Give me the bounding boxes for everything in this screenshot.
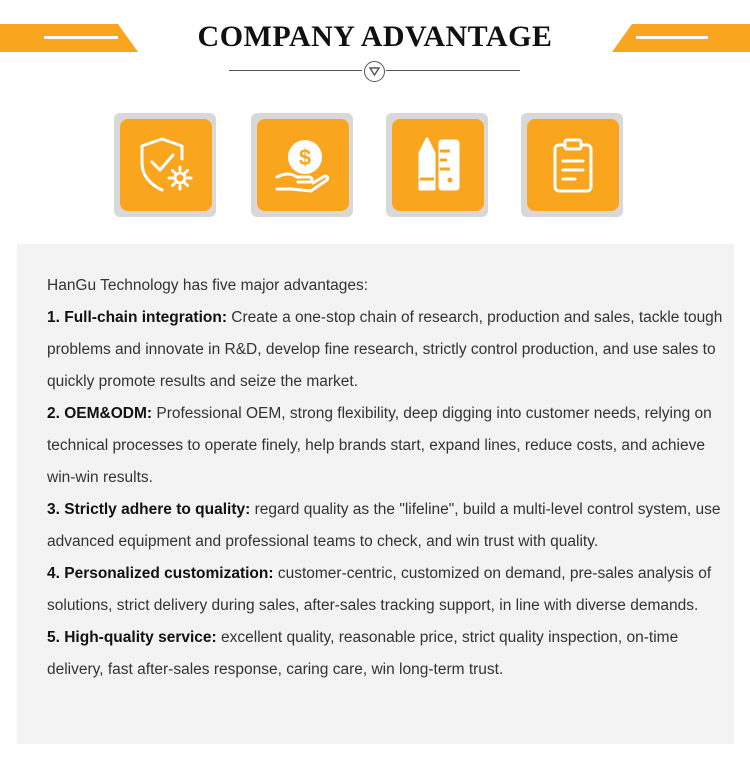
page-title: COMPANY ADVANTAGE — [197, 20, 553, 53]
advantage-text: customer-centric, customized on demand, pre-sales analysis of solutions, strict delivery during sales, after-sales tracking support, in line with diverse demands. — [47, 565, 712, 614]
advantage-item — [47, 398, 727, 494]
advantage-text: regard quality as the "lifeline", build a multi-level control system, use advanced equipment and professional teams to check, and win trust with quality. — [47, 501, 721, 550]
advantages-panel — [17, 244, 734, 744]
advantage-heading: 4. Personalized customization: — [47, 565, 274, 582]
clipboard-icon — [541, 133, 605, 197]
advantage-heading: 1. Full-chain integration: — [47, 309, 227, 326]
advantage-tile-tools — [386, 113, 488, 217]
advantage-tile-clipboard — [521, 113, 623, 217]
dollar-hand-icon — [271, 133, 335, 197]
divider-left — [229, 70, 362, 71]
advantage-text: Create a one-stop chain of research, production and sales, tackle tough problems and innovate in R&D, develop fine research, strictly control production, and use sales to quickly promote results and seize the market. — [47, 309, 723, 390]
advantage-text: excellent quality, reasonable price, strict quality inspection, on-time delivery, fast after-sales response, caring care, win long-term trust. — [47, 629, 679, 678]
advantage-heading: 2. OEM&ODM: — [47, 405, 153, 422]
advantage-item — [47, 622, 727, 686]
advantage-item — [47, 494, 727, 558]
advantage-heading: 5. High-quality service: — [47, 629, 217, 646]
divider-right — [386, 70, 520, 71]
advantage-tile-price — [251, 113, 353, 217]
advantage-text: Professional OEM, strong flexibility, deep digging into customer needs, relying on technical processes to operate finely, help brands start, expand lines, reduce costs, and achieve win-win results. — [47, 405, 712, 486]
pencil-ruler-icon — [406, 133, 470, 197]
shield-check-gear-icon — [134, 133, 198, 197]
advantage-item — [47, 302, 727, 398]
advantage-tile-quality — [114, 113, 216, 217]
svg-text:$: $ — [298, 145, 312, 170]
advantages-text — [47, 270, 727, 686]
advantage-item — [47, 558, 727, 622]
intro-text: HanGu Technology has five major advantages: — [47, 277, 369, 294]
chevron-down-icon — [364, 61, 385, 82]
advantage-heading: 3. Strictly adhere to quality: — [47, 501, 251, 518]
